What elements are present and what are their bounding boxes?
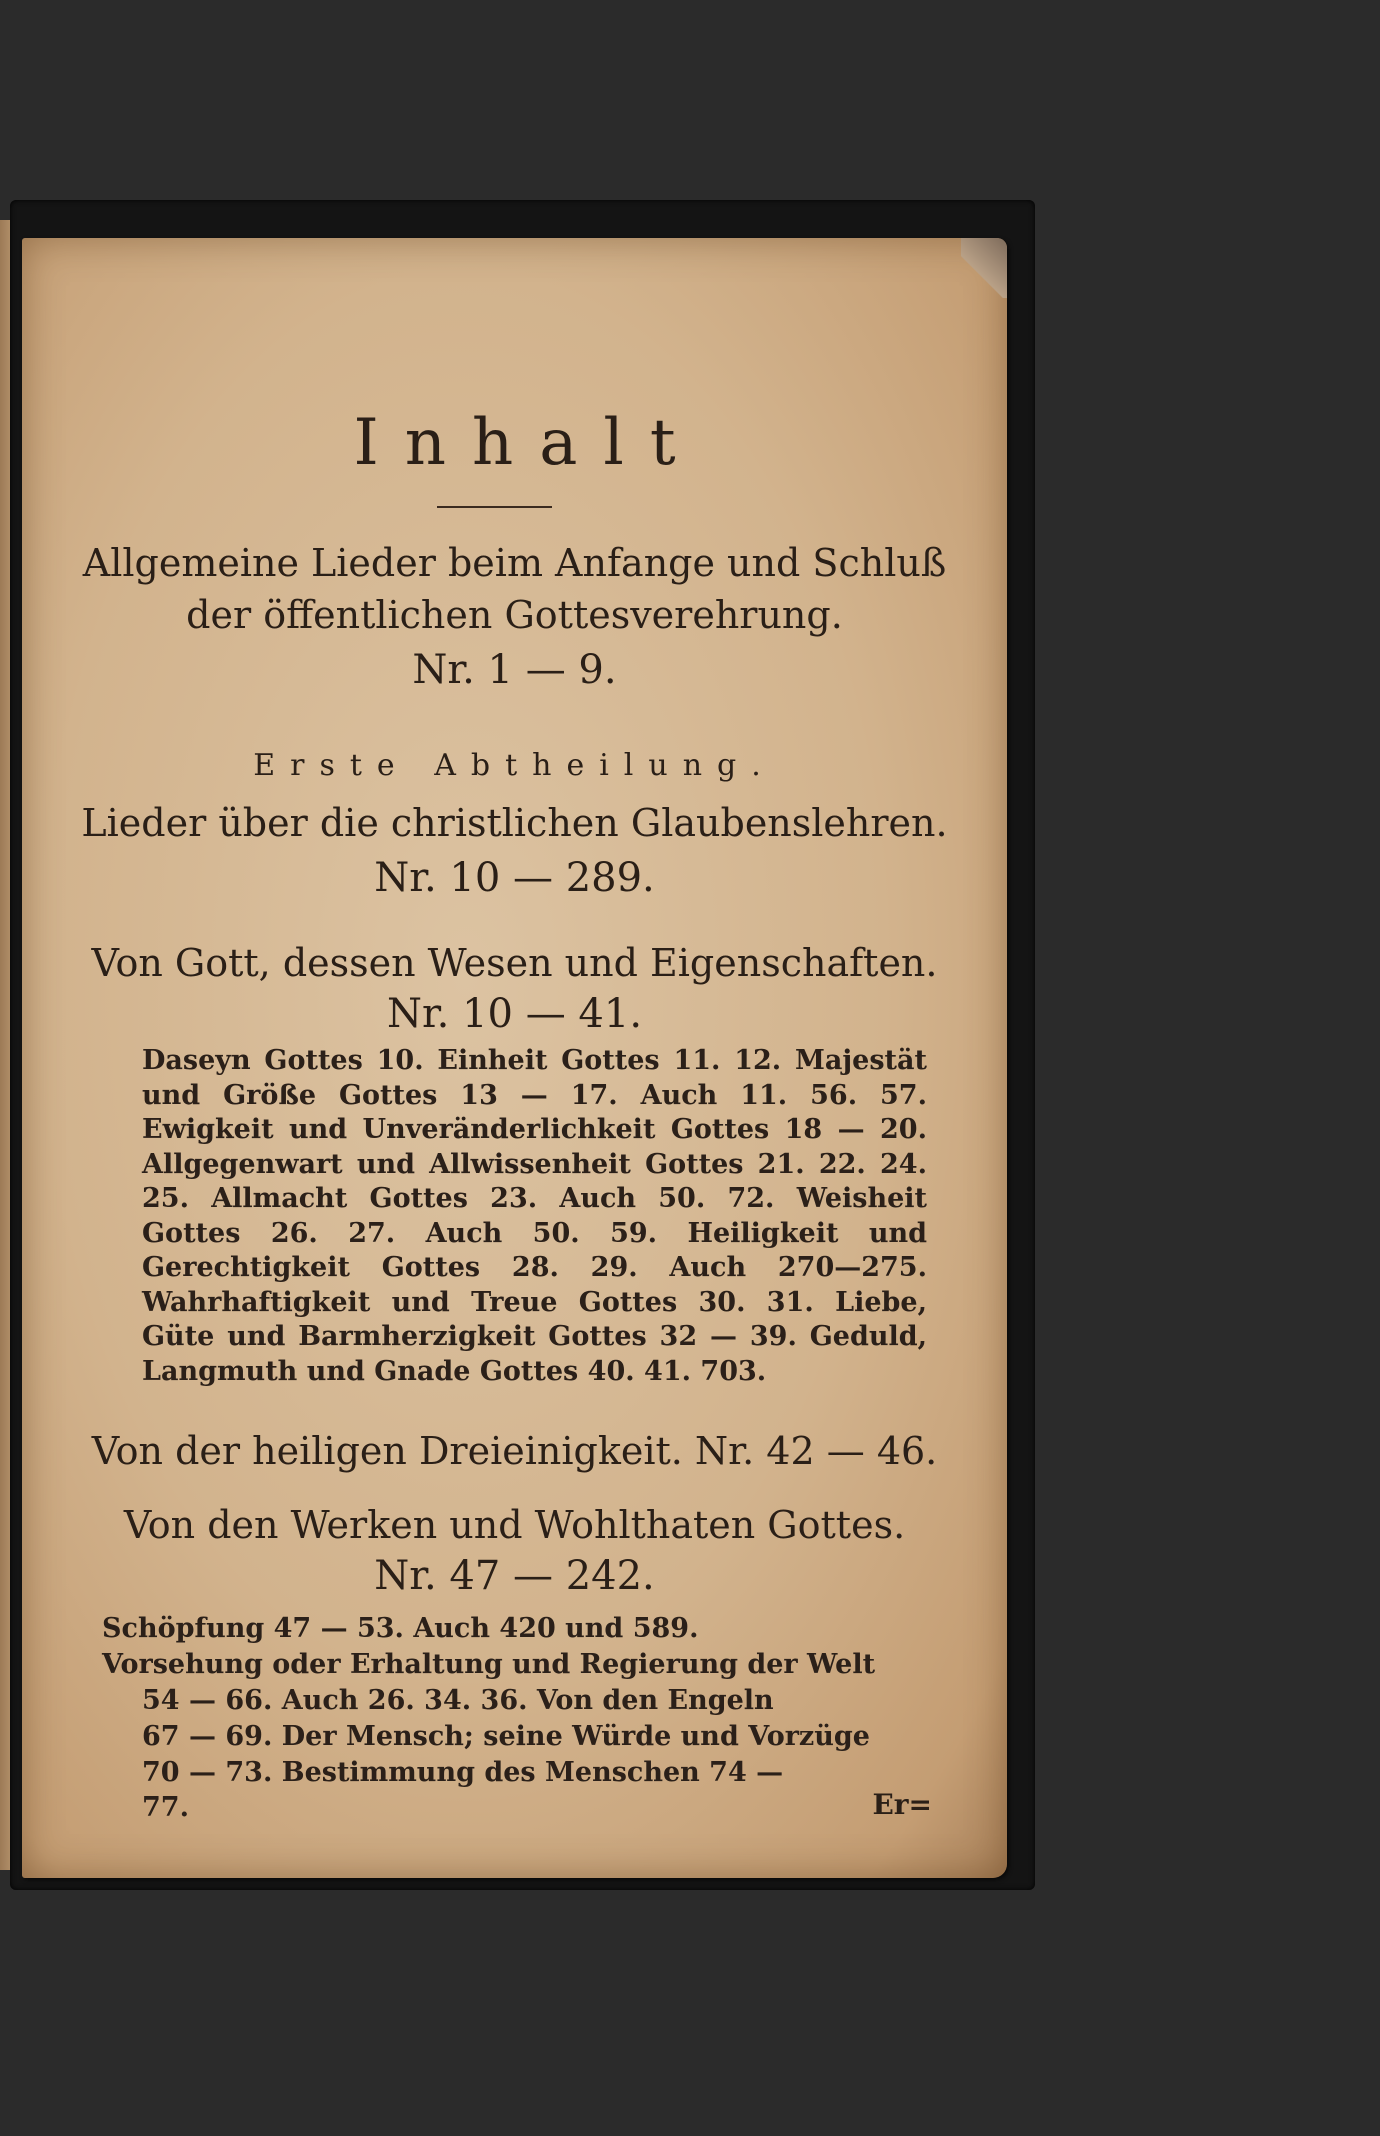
book-page (22, 238, 1007, 1878)
general-heading-line2: der öffentlichen Gottesverehrung. (186, 593, 843, 637)
works-heading: Von den Werken und Wohlthaten Gottes. (123, 1503, 906, 1547)
catchword: Er= (872, 1788, 932, 1821)
general-heading-line1: Allgemeine Lieder beim Anfange und Schluß (82, 541, 947, 585)
works-line-4: 67 — 69. Der Mensch; seine Würde und Vorzüge (142, 1721, 870, 1752)
works-number-range: Nr. 47 — 242. (374, 1553, 655, 1599)
god-number-range: Nr. 10 — 41. (386, 991, 643, 1037)
part-one-subtitle: Lieder über die christlichen Glaubenslehren. (81, 801, 948, 845)
trinity-heading: Von der heiligen Dreieinigkeit. Nr. 42 — 46. (91, 1429, 938, 1473)
page-title: Inhalt (353, 406, 702, 480)
god-entries-paragraph: Daseyn Gottes 10. Einheit Gottes 11. 12. Majestät und Größe Gottes 13 — 17. Auch 11. 56. 57. Ewigkeit und Unveränderlichkeit Gottes 18 — 20. Allgegenwart und Allwissenheit Gottes 21. 22. 24. 25. Allmacht Gottes 23. Auch 50. 72. Weisheit Gottes 26. 27. Auch 50. 59. Heiligkeit und Gerechtigkeit Gottes 28. 29. Auch 270—275. Wahrhaftigkeit und Treue Gottes 30. 31. Liebe, Güte und Barmherzigkeit Gottes 32 — 39. Geduld, Langmuth und Gnade Gottes 40. 41. 703. (142, 1045, 927, 1387)
part-one-number-range: Nr. 10 — 289. (374, 855, 655, 901)
works-line-5: 70 — 73. Bestimmung des Menschen 74 — 77. (142, 1757, 784, 1823)
god-heading: Von Gott, dessen Wesen und Eigenschaften. (91, 941, 938, 985)
dog-ear-corner (961, 238, 1007, 298)
works-line-2: Vorsehung oder Erhaltung und Regierung der Welt (102, 1649, 876, 1680)
works-line-1: Schöpfung 47 — 53. Auch 420 und 589. (102, 1613, 699, 1644)
general-number-range: Nr. 1 — 9. (412, 647, 617, 693)
part-one-heading: Erste Abtheilung. (253, 748, 776, 783)
title-divider (437, 506, 552, 508)
works-line-3: 54 — 66. Auch 26. 34. 36. Von den Engeln (142, 1685, 774, 1716)
